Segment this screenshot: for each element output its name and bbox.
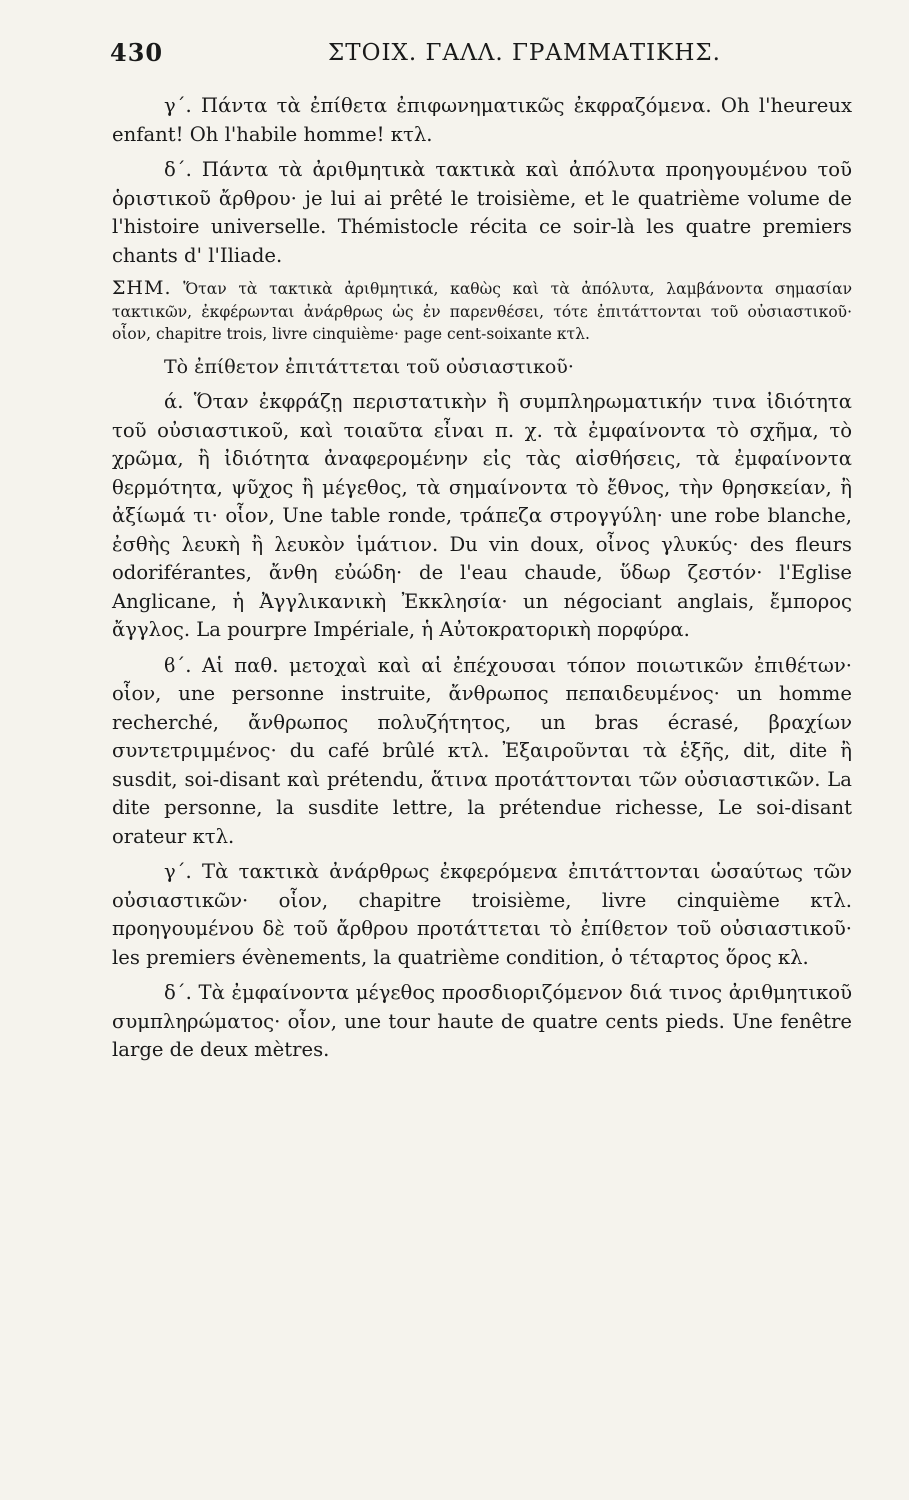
paragraph-gamma-ordinals: γ΄. Τὰ τακτικὰ ἀνάρθρως ἐκφερόμενα ἐπιτάττονται ὡσαύτως τῶν οὐσιαστικῶν· οἷον, chapitre troisième, livre cinquième κτλ. προηγουμένου δὲ τοῦ ἄρθρου προτάττεται τὸ ἐπίθετον τοῦ οὐσιαστικοῦ· les premiers évènements, la quatrième condition, ὁ τέταρτος ὅρος κλ. bbox=[112, 860, 852, 969]
page-body bbox=[112, 92, 852, 1072]
note-text: Ὅταν τὰ τακτικὰ ἀριθμητικά, καθὼς καὶ τὰ ἀπόλυτα, λαμβάνοντα σημασίαν τακτικῶν, ἐκφέρωνται ἀνάρθρως ὡς ἐν παρενθέσει, τότε ἐπιτάττονται τοῦ οὐσιαστικοῦ· οἷον, chapitre trois, livre cinquième· page cent-soixante κτλ. bbox=[112, 280, 852, 343]
note bbox=[112, 277, 852, 346]
paragraph-gamma-exclamatory: γ΄. Πάντα τὰ ἐπίθετα ἐπιφωνηματικῶς ἐκφραζόμενα. Oh l'heureux enfant! Oh l'habile homme! κτλ. bbox=[112, 94, 852, 146]
paragraph-delta-magnitude: δ΄. Τὰ ἐμφαίνοντα μέγεθος προσδιοριζόμενον διά τινος ἀριθμητικοῦ συμπληρώματος· οἷον, une tour haute de quatre cents pieds. Une fenêtre large de deux mètres. bbox=[112, 981, 852, 1061]
paragraph-beta-participles: ϐ΄. Αἱ παθ. μετοχαὶ καὶ αἱ ἐπέχουσαι τόπον ποιωτικῶν ἐπιθέτων· οἷον, une personne instruite, ἄνθρωπος πεπαιδευμένος· un homme recherché, ἄνθρωπος πολυζήτητος, un bras écrasé, βραχίων συντετριμμένος· du café brûlé κτλ. Ἐξαιροῦνται τὰ ἑξῆς, dit, dite ἢ susdit, soi-disant καὶ prétendu, ἅτινα προτάττονται τῶν οὐσιαστικῶν. La dite personne, la susdite lettre, la prétendue richesse, Le soi-disant orateur κτλ. bbox=[112, 653, 852, 848]
paragraph-alpha-qualities: ά. Ὅταν ἐκφράζῃ περιστατικὴν ἢ συμπληρωματικήν τινα ἰδιότητα τοῦ οὐσιαστικοῦ, καὶ τοιαῦτα εἶναι π. χ. τὰ ἐμφαίνοντα τὸ σχῆμα, τὸ χρῶμα, ἢ ἰδιότητα ἀναφερομένην εἰς τὰς αἰσθήσεις, τὰ ἐμφαίνοντα θερμότητα, ψῦχος ἢ μέγεθος, τὰ σημαίνοντα τὸ ἔθνος, τὴν θρησκείαν, ἢ ἀξίωμά τι· οἷον, Une table ronde, τράπεζα στρογγύλη· une robe blanche, ἐσθὴς λευκὴ ἢ λευκὸν ἱμάτιον. Du vin doux, οἶνος γλυκύς· des fleurs odoriférantes, ἄνθη εὐώδη· de l'eau chaude, ὕδωρ ζεστόν· l'Eglise Anglicane, ἡ Ἀγγλικανικὴ Ἐκκλησία· un négociant anglais, ἔμπορος ἄγγλος. La pourpre Impériale, ἡ Αὐτοκρατορικὴ πορφύρα. bbox=[112, 390, 852, 641]
section-heading: Τὸ ἐπίθετον ἐπιτάττεται τοῦ οὐσιαστικοῦ· bbox=[164, 355, 574, 378]
page-number: 430 bbox=[110, 38, 164, 67]
running-head: ΣΤΟΙΧ. ΓΑΛΛ. ΓΡΑΜΜΑΤΙΚΗΣ. bbox=[328, 40, 721, 66]
page-header bbox=[110, 38, 850, 74]
paragraph-delta-numerals: δ΄. Πάντα τὰ ἀριθμητικὰ τακτικὰ καὶ ἀπόλυτα προηγουμένου τοῦ ὁριστικοῦ ἄρθρου· je lui ai prêté le troisième, et le quatrième volume de l'histoire universelle. Thémistocle récita ce soir-là les quatre premiers chants d' l'Iliade. bbox=[112, 158, 852, 267]
note-label: ΣΗΜ. bbox=[112, 277, 172, 299]
